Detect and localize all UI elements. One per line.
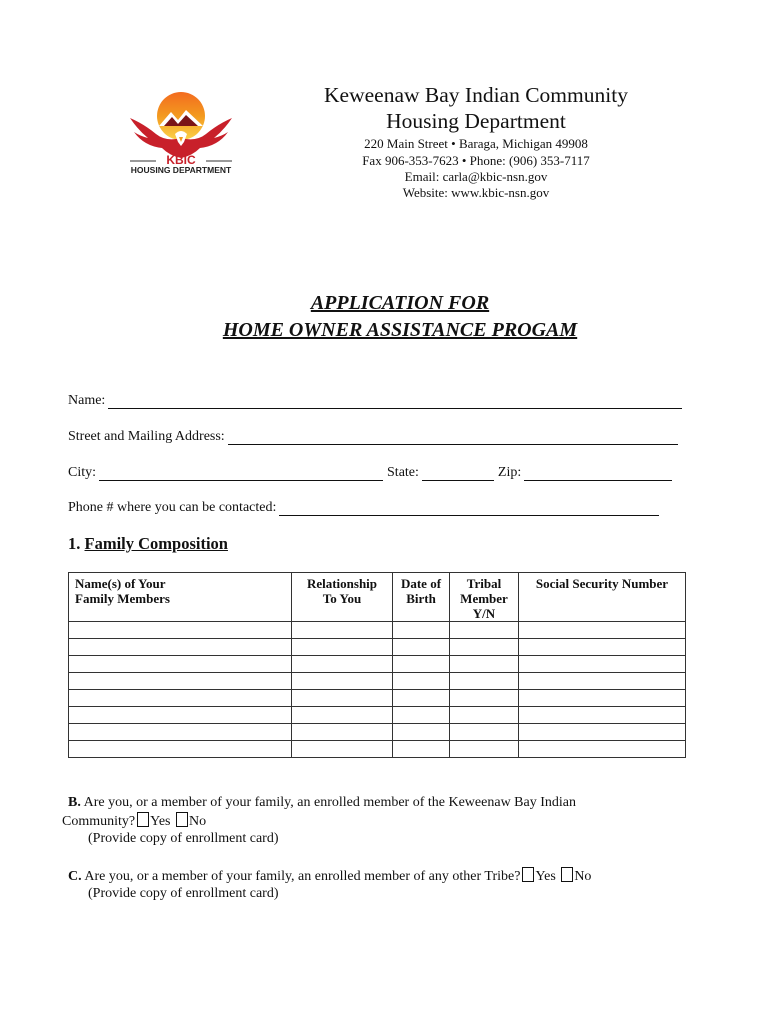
question-c	[68, 867, 591, 886]
cell-ssn[interactable]	[519, 622, 686, 639]
org-email: Email: carla@kbic-nsn.gov	[404, 169, 548, 184]
cell-dob[interactable]	[393, 724, 450, 741]
cell-relationship[interactable]	[292, 639, 393, 656]
header-ssn: Social Security Number	[519, 573, 686, 622]
cell-tribal[interactable]	[450, 622, 519, 639]
cell-name[interactable]	[69, 690, 292, 707]
cell-name[interactable]	[69, 673, 292, 690]
header-tribal-line1: Tribal	[466, 576, 502, 591]
header-relationship-line2: To You	[322, 591, 362, 606]
state-label: State:	[387, 465, 419, 480]
section-title: Family Composition	[84, 534, 228, 553]
cell-ssn[interactable]	[519, 639, 686, 656]
org-website: Website: www.kbic-nsn.gov	[402, 185, 550, 200]
cell-relationship[interactable]	[292, 707, 393, 724]
b-yes-checkbox[interactable]	[137, 812, 149, 827]
cell-relationship[interactable]	[292, 724, 393, 741]
org-fax-phone: Fax 906-353-7623 • Phone: (906) 353-7117	[362, 153, 590, 168]
form-title-line2: HOME OWNER ASSISTANCE PROGAM	[222, 319, 578, 341]
org-name-line1: Keweenaw Bay Indian Community	[324, 83, 628, 107]
logo-subtext: HOUSING DEPARTMENT	[130, 165, 232, 174]
header-dob-line2: Birth	[406, 591, 436, 606]
question-c-text: Are you, or a member of your family, an enrolled member of any other Tribe?	[84, 869, 521, 884]
cell-relationship[interactable]	[292, 673, 393, 690]
org-name-line2: Housing Department	[386, 109, 566, 133]
cell-tribal[interactable]	[450, 673, 519, 690]
name-input-line[interactable]	[108, 394, 682, 409]
cell-name[interactable]	[69, 741, 292, 758]
cell-name[interactable]	[69, 724, 292, 741]
cell-ssn[interactable]	[519, 673, 686, 690]
address-field-row	[68, 427, 678, 445]
cell-name[interactable]	[69, 656, 292, 673]
cell-tribal[interactable]	[450, 639, 519, 656]
city-label: City:	[68, 465, 97, 480]
address-label: Street and Mailing Address:	[68, 429, 225, 444]
cell-dob[interactable]	[393, 639, 450, 656]
header-tribal-member	[450, 573, 519, 622]
table-row	[69, 690, 686, 707]
table-row	[69, 622, 686, 639]
city-input-line[interactable]	[99, 466, 383, 481]
cell-relationship[interactable]	[292, 656, 393, 673]
header-names-line1: Name(s) of Your	[75, 576, 166, 591]
form-title-line1: APPLICATION FOR	[310, 292, 490, 314]
name-field-row	[68, 391, 682, 409]
header-names-line2: Family Members	[75, 591, 170, 606]
question-b-note: (Provide copy of enrollment card)	[88, 831, 279, 846]
phone-input-line[interactable]	[279, 501, 659, 516]
c-yes-label: Yes	[535, 869, 556, 884]
cell-dob[interactable]	[393, 656, 450, 673]
phone-field-row	[68, 498, 659, 516]
table-row	[69, 724, 686, 741]
table-row	[69, 707, 686, 724]
question-b-line2	[62, 812, 206, 831]
cell-dob[interactable]	[393, 707, 450, 724]
cell-tribal[interactable]	[450, 656, 519, 673]
cell-ssn[interactable]	[519, 656, 686, 673]
cell-name[interactable]	[69, 707, 292, 724]
cell-ssn[interactable]	[519, 707, 686, 724]
table-row	[69, 656, 686, 673]
cell-ssn[interactable]	[519, 724, 686, 741]
cell-dob[interactable]	[393, 673, 450, 690]
state-input-line[interactable]	[422, 466, 494, 481]
header-tribal-line3: Y/N	[472, 606, 496, 621]
table-header-row	[69, 573, 686, 622]
header-tribal-line2: Member	[460, 591, 508, 606]
header-dob-line1: Date of	[400, 576, 442, 591]
question-c-note: (Provide copy of enrollment card)	[88, 886, 279, 901]
cell-tribal[interactable]	[450, 707, 519, 724]
cell-tribal[interactable]	[450, 690, 519, 707]
cell-dob[interactable]	[393, 690, 450, 707]
city-state-zip-row	[68, 463, 672, 481]
section-family-composition	[68, 534, 228, 554]
cell-dob[interactable]	[393, 622, 450, 639]
b-no-checkbox[interactable]	[176, 812, 188, 827]
zip-label: Zip:	[497, 465, 522, 480]
cell-ssn[interactable]	[519, 741, 686, 758]
c-yes-checkbox[interactable]	[522, 867, 534, 882]
cell-relationship[interactable]	[292, 690, 393, 707]
cell-name[interactable]	[69, 639, 292, 656]
header-dob	[393, 573, 450, 622]
question-b-text-line1: Are you, or a member of your family, an enrolled member of the Keweenaw Bay Indian	[83, 795, 576, 810]
zip-input-line[interactable]	[524, 466, 672, 481]
table-row	[69, 639, 686, 656]
table-row	[69, 741, 686, 758]
cell-dob[interactable]	[393, 741, 450, 758]
c-no-checkbox[interactable]	[561, 867, 573, 882]
question-b-text-line2: Community?	[62, 814, 136, 829]
c-no-label: No	[574, 869, 592, 884]
header-names	[69, 573, 292, 622]
cell-tribal[interactable]	[450, 741, 519, 758]
phone-label: Phone # where you can be contacted:	[68, 500, 277, 515]
b-no-label: No	[189, 814, 207, 829]
logo-text: KBIC	[166, 153, 196, 167]
name-label: Name:	[68, 393, 106, 408]
b-yes-label: Yes	[150, 814, 171, 829]
header-relationship-line1: Relationship	[306, 576, 378, 591]
cell-relationship[interactable]	[292, 741, 393, 758]
question-b-letter: B.	[68, 795, 81, 810]
table-row	[69, 673, 686, 690]
cell-name[interactable]	[69, 622, 292, 639]
cell-ssn[interactable]	[519, 690, 686, 707]
question-b	[68, 794, 576, 812]
section-number: 1.	[68, 534, 81, 553]
kbic-logo	[126, 90, 236, 174]
org-address: 220 Main Street • Baraga, Michigan 49908	[364, 136, 588, 151]
header-relationship	[292, 573, 393, 622]
family-composition-table	[68, 572, 686, 758]
question-c-letter: C.	[68, 869, 82, 884]
cell-tribal[interactable]	[450, 724, 519, 741]
cell-relationship[interactable]	[292, 622, 393, 639]
address-input-line[interactable]	[228, 430, 678, 445]
